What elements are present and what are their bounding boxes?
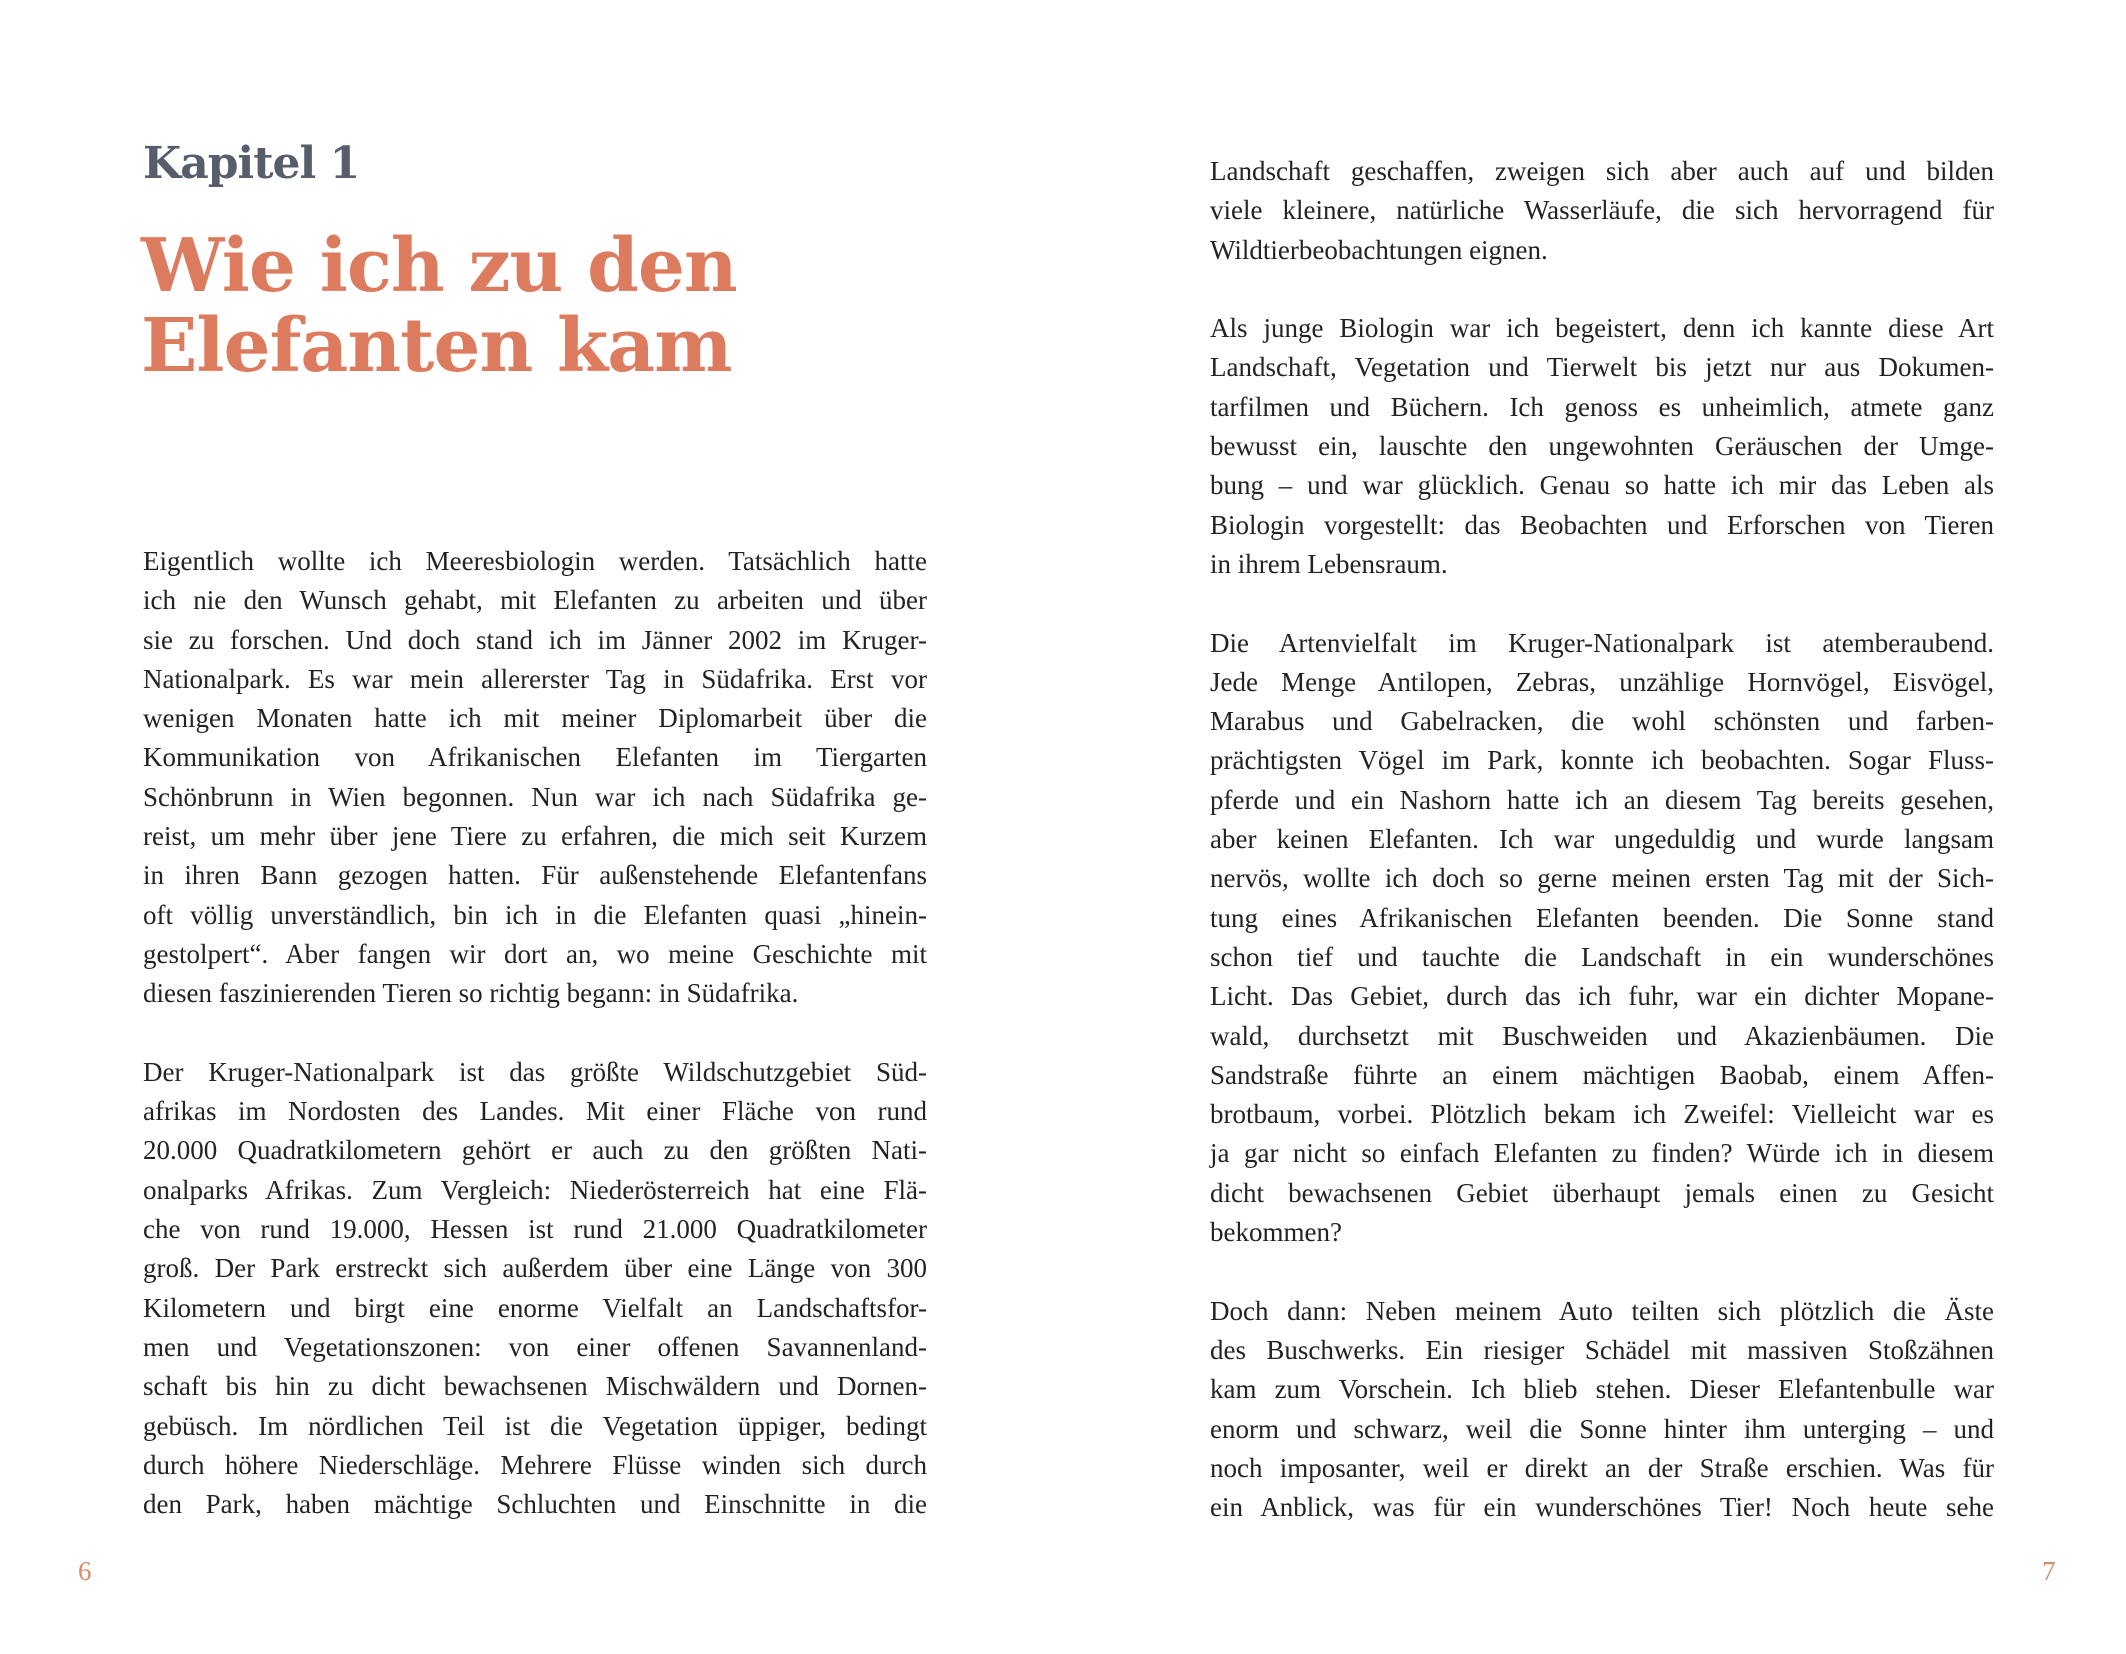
text-line: durch höhere Niederschläge. Mehrere Flüsse winden sich durch xyxy=(143,1449,927,1480)
text-line: Marabus und Gabelracken, die wohl schönsten und farben- xyxy=(1210,706,1994,737)
paragraph xyxy=(1210,1292,1994,1528)
text-line: des Buschwerks. Ein riesiger Schädel mit massiven Stoßzähnen xyxy=(1210,1334,1994,1365)
text-line: den Park, haben mächtige Schluchten und Einschnitte in die xyxy=(143,1489,927,1520)
text-line: diesen faszinierenden Tieren so richtig begann: in Südafrika. xyxy=(143,978,799,1009)
text-line: aber keinen Elefanten. Ich war ungeduldig und wurde langsam xyxy=(1210,824,1994,855)
text-line: ein Anblick, was für ein wunderschönes Tier! Noch heute sehe xyxy=(1210,1492,1994,1523)
text-line: Licht. Das Gebiet, durch das ich fuhr, war ein dichter Mopane- xyxy=(1210,981,1994,1012)
text-line: dicht bewachsenen Gebiet überhaupt jemals einen zu Gesicht xyxy=(1210,1177,1994,1208)
text-line: in ihrem Lebensraum. xyxy=(1210,548,1448,579)
text-line: men und Vegetationszonen: von einer offenen Savannenland- xyxy=(143,1331,927,1362)
text-line: tung eines Afrikanischen Elefanten beenden. Die Sonne stand xyxy=(1210,902,1994,933)
text-line: gestolpert“. Aber fangen wir dort an, wo meine Geschichte mit xyxy=(143,938,927,969)
text-line: gebüsch. Im nördlichen Teil ist die Vegetation üppiger, bedingt xyxy=(143,1410,927,1441)
text-line: bung – und war glücklich. Genau so hatte ich mir das Leben als xyxy=(1210,470,1994,501)
page-number-left: 6 xyxy=(78,1556,92,1586)
text-line: wald, durchsetzt mit Buschweiden und Akazienbäumen. Die xyxy=(1210,1020,1994,1051)
text-line: in ihren Bann gezogen hatten. Für außenstehende Elefantenfans xyxy=(143,860,927,891)
text-line: Sandstraße führte an einem mächtigen Baobab, einem Affen- xyxy=(1210,1059,1994,1090)
text-line: onalparks Afrikas. Zum Vergleich: Niederösterreich hat eine Flä- xyxy=(143,1174,927,1205)
text-line: Biologin vorgestellt: das Beobachten und Erforschen von Tieren xyxy=(1210,509,1994,540)
text-line: Wildtierbeobachtungen eignen. xyxy=(1210,234,1548,265)
text-line: oft völlig unverständlich, bin ich in die Elefanten quasi „hinein- xyxy=(143,899,927,930)
text-line: pferde und ein Nashorn hatte ich an diesem Tag bereits gesehen, xyxy=(1210,784,1994,815)
text-line: nervös, wollte ich doch so gerne meinen ersten Tag mit der Sich- xyxy=(1210,863,1994,894)
text-line: schon tief und tauchte die Landschaft in ein wunderschönes xyxy=(1210,941,1994,972)
text-line: prächtigsten Vögel im Park, konnte ich beobachten. Sogar Fluss- xyxy=(1210,745,1994,776)
paragraph xyxy=(143,1053,927,1525)
text-line: viele kleinere, natürliche Wasserläufe, die sich hervorragend für xyxy=(1210,195,1994,226)
text-line: afrikas im Nordosten des Landes. Mit einer Fläche von rund xyxy=(143,1096,927,1127)
text-line: Eigentlich wollte ich Meeresbiologin werden. Tatsächlich hatte xyxy=(143,546,927,576)
text-line: Als junge Biologin war ich begeistert, denn ich kannte diese Art xyxy=(1210,313,1994,344)
left-body-column xyxy=(143,542,927,1564)
text-line: Kommunikation von Afrikanischen Elefanten im Tiergarten xyxy=(143,742,927,773)
text-line: bewusst ein, lauschte den ungewohnten Geräuschen der Umge- xyxy=(1210,431,1994,462)
text-line: Nationalpark. Es war mein allererster Tag in Südafrika. Erst vor xyxy=(143,663,927,694)
page-number-right: 7 xyxy=(2042,1556,2056,1586)
paragraph xyxy=(1210,309,1994,584)
text-line: kam zum Vorschein. Ich blieb stehen. Dieser Elefantenbulle war xyxy=(1210,1374,1994,1405)
chapter-label: Kapitel 1 xyxy=(143,138,360,189)
text-line: reist, um mehr über jene Tiere zu erfahren, die mich seit Kurzem xyxy=(143,821,927,852)
paragraph xyxy=(1210,152,1994,270)
text-line: Jede Menge Antilopen, Zebras, unzählige Hornvögel, Eisvögel, xyxy=(1210,666,1994,697)
text-line: schaft bis hin zu dicht bewachsenen Mischwäldern und Dornen- xyxy=(143,1371,927,1402)
chapter-title-line: Wie ich zu den xyxy=(141,223,737,309)
chapter-title xyxy=(141,223,737,389)
right-body-column xyxy=(1210,152,1994,1567)
text-line: tarfilmen und Büchern. Ich genoss es unheimlich, atmete ganz xyxy=(1210,391,1994,422)
text-line: Landschaft, Vegetation und Tierwelt bis jetzt nur aus Dokumen- xyxy=(1210,352,1994,383)
text-line: ja gar nicht so einfach Elefanten zu finden? Würde ich in diesem xyxy=(1210,1138,1994,1169)
text-line: che von rund 19.000, Hessen ist rund 21.000 Quadratkilometer xyxy=(143,1214,927,1245)
text-line: ich nie den Wunsch gehabt, mit Elefanten zu arbeiten und über xyxy=(143,585,927,616)
text-line: enorm und schwarz, weil die Sonne hinter ihm unterging – und xyxy=(1210,1413,1994,1444)
paragraph xyxy=(1210,624,1994,1253)
paragraph xyxy=(143,542,927,1014)
text-line: Die Artenvielfalt im Kruger-Nationalpark ist atemberaubend. xyxy=(1210,627,1994,658)
chapter-title-line: Elefanten kam xyxy=(141,303,732,389)
text-line: Schönbrunn in Wien begonnen. Nun war ich nach Südafrika ge- xyxy=(143,781,927,812)
text-line: Kilometern und birgt eine enorme Vielfalt an Landschaftsfor- xyxy=(143,1292,927,1323)
text-line: Landschaft geschaffen, zweigen sich aber auch auf und bilden xyxy=(1210,156,1994,186)
text-line: brotbaum, vorbei. Plötzlich bekam ich Zweifel: Vielleicht war es xyxy=(1210,1099,1994,1130)
text-line: Der Kruger-Nationalpark ist das größte Wildschutzgebiet Süd- xyxy=(143,1056,927,1087)
text-line: noch imposanter, weil er direkt an der Straße erschien. Was für xyxy=(1210,1452,1994,1483)
text-line: wenigen Monaten hatte ich mit meiner Diplomarbeit über die xyxy=(143,703,927,734)
text-line: bekommen? xyxy=(1210,1217,1342,1248)
text-line: 20.000 Quadratkilometern gehört er auch zu den größten Nati- xyxy=(143,1135,927,1166)
text-line: groß. Der Park erstreckt sich außerdem über eine Länge von 300 xyxy=(143,1253,927,1284)
text-line: Doch dann: Neben meinem Auto teilten sich plötzlich die Äste xyxy=(1210,1295,1994,1326)
text-line: sie zu forschen. Und doch stand ich im Jänner 2002 im Kruger- xyxy=(143,624,927,655)
